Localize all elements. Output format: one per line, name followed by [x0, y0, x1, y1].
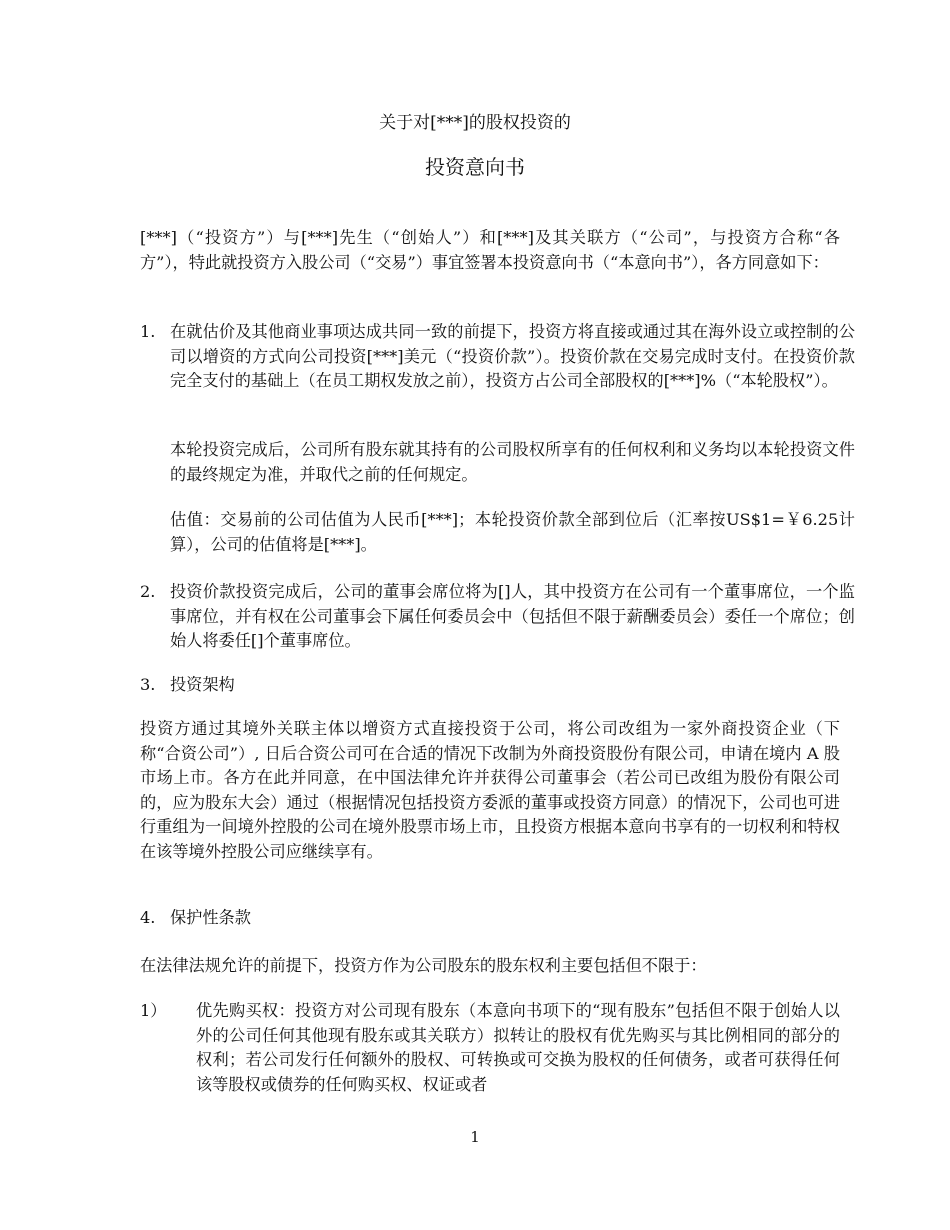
- clause-4-text: 在法律法规允许的前提下，投资方作为公司股东的股东权利主要包括但不限于：: [140, 956, 707, 975]
- document-title: 关于对[***]的股权投资的: [379, 113, 571, 133]
- clause-2-number: 2.: [140, 582, 156, 601]
- clause-1-paragraph-2: 本轮投资完成后，公司所有股东就其持有的公司股权所享有的任何权利和义务均以本轮投资文件的最终规定为准，并取代之前的任何规定。: [170, 440, 855, 484]
- intro-paragraph: [***]（“投资方”）与[***]先生（“创始人”）和[***]及其关联方（“公司”，与投资方合称“各方”），特此就投资方入股公司（“交易”）事宜签署本投资意向书（“本意向书”），各方同意如下：: [140, 228, 840, 272]
- sub-clause-1-number: 1）: [140, 1001, 167, 1020]
- clause-1-text: 在就估价及其他商业事项达成共同一致的前提下，投资方将直接或通过其在海外设立或控制的公司以增资的方式向公司投资[***]美元（“投资价款”）。投资价款在交易完成时支付。在投资价款完全支付的基础上（在员工期权发放之前），投资方占公司全部股权的[***]%（“本轮股权”）。: [170, 322, 855, 390]
- clause-4-number: 4.: [140, 908, 156, 927]
- clause-3-number: 3.: [140, 675, 156, 694]
- clause-1-number: 1.: [140, 322, 156, 341]
- page-number: 1: [470, 1128, 480, 1146]
- clause-3-title: 投资架构: [170, 675, 235, 694]
- clause-2-text: 投资价款投资完成后，公司的董事会席位将为[]人，其中投资方在公司有一个董事席位，一个监事席位，并有权在公司董事会下属任何委员会中（包括但不限于薪酬委员会）委任一个席位；创始人将委任[]个董事席位。: [170, 582, 855, 650]
- clause-4-title: 保护性条款: [170, 908, 251, 927]
- document-subtitle: 投资意向书: [425, 155, 525, 179]
- clause-1-valuation: 估值：交易前的公司估值为人民币[***]；本轮投资价款全部到位后（汇率按US$1=￥6.25计算），公司的估值将是[***]。: [170, 510, 855, 554]
- sub-clause-1-text: 优先购买权：投资方对公司现有股东（本意向书项下的“现有股东”包括但不限于创始人以外的公司任何其他现有股东或其关联方）拟转让的股权有优先购买与其比例相同的部分的权利；若公司发行任何额外的股权、可转换或可交换为股权的任何债务，或者可获得任何该等股权或债券的任何购买权、权证或者: [196, 1001, 840, 1094]
- clause-3-text: 投资方通过其境外关联主体以增资方式直接投资于公司，将公司改组为一家外商投资企业（下称“合资公司”）, 日后合资公司可在合适的情况下改制为外商投资股份有限公司，申请在境内 A 股市场上市。各方在此并同意，在中国法律允许并获得公司董事会（若公司已改组为股份有限公司的，应为股东大会）通过（根据情况包括投资方委派的董事或投资方同意）的情况下，公司也可进行重组为一间境外控股的公司在境外股票市场上市，且投资方根据本意向书享有的一切权利和特权在该等境外控股公司应继续享有。: [140, 719, 840, 861]
